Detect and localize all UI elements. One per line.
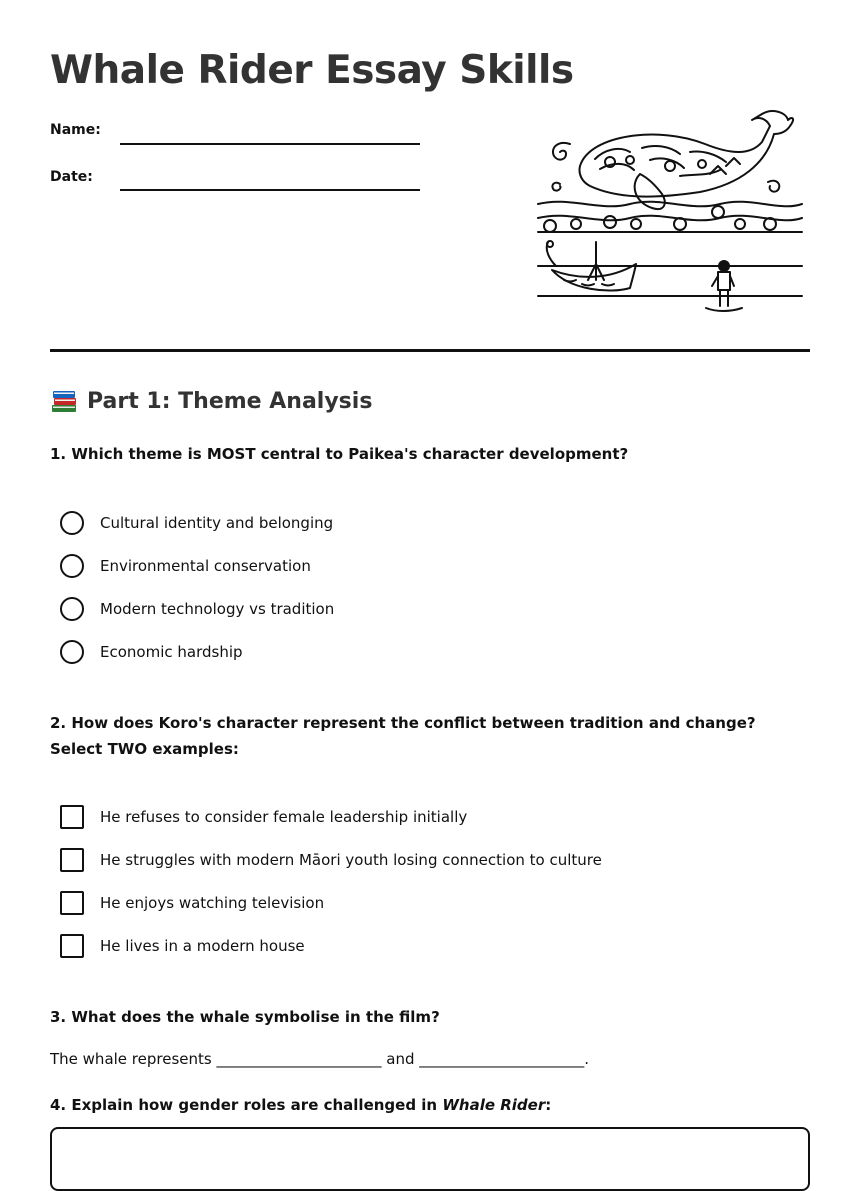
q3-blank-2[interactable]: ______________________ (419, 1050, 585, 1068)
checkbox[interactable] (60, 934, 84, 958)
option-label: He lives in a modern house (100, 937, 305, 955)
name-field[interactable] (120, 143, 420, 145)
books-icon (50, 388, 78, 414)
option-label: Modern technology vs tradition (100, 600, 335, 618)
q1-option-3[interactable] (60, 597, 334, 621)
option-label: Cultural identity and belonging (100, 514, 334, 532)
question-1: 1. Which theme is MOST central to Paikea's character development? (50, 445, 629, 463)
q1-option-2[interactable] (60, 554, 311, 578)
q2-option-2[interactable] (60, 848, 602, 872)
question-2: 2. How does Koro's character represent the conflict between tradition and change? Select TWO examples: (50, 714, 756, 758)
q3-prefix: The whale represents (50, 1050, 212, 1068)
q3-fill-in (50, 1050, 589, 1068)
option-label: He struggles with modern Māori youth losing connection to culture (100, 851, 602, 869)
radio-button[interactable] (60, 640, 84, 664)
q3-suffix: . (584, 1050, 590, 1068)
q2-option-1[interactable] (60, 805, 467, 829)
q2-option-4[interactable] (60, 934, 305, 958)
name-label: Name: (50, 122, 101, 138)
question-4 (50, 1092, 790, 1118)
option-label: Environmental conservation (100, 557, 311, 575)
q1-option-4[interactable] (60, 640, 243, 664)
option-label: He enjoys watching television (100, 894, 325, 912)
q4-film-title: Whale Rider (442, 1096, 546, 1114)
date-label: Date: (50, 169, 93, 185)
option-label: He refuses to consider female leadership initially (100, 808, 468, 826)
checkbox[interactable] (60, 848, 84, 872)
q3-connector: and (386, 1050, 415, 1068)
q3-blank-1[interactable]: ______________________ (216, 1050, 382, 1068)
part1-heading (50, 388, 372, 414)
radio-button[interactable] (60, 597, 84, 621)
worksheet-title: Whale Rider Essay Skills (50, 48, 574, 93)
option-label: Economic hardship (100, 643, 243, 661)
whale-rider-illustration (530, 104, 810, 316)
radio-button[interactable] (60, 511, 84, 535)
section-divider (50, 349, 810, 352)
part1-heading-text: Part 1: Theme Analysis (87, 388, 373, 414)
q2-option-3[interactable] (60, 891, 324, 915)
q4-colon: : (545, 1096, 552, 1114)
q4-text: 4. Explain how gender roles are challenged in (50, 1096, 443, 1114)
date-field[interactable] (120, 189, 420, 191)
checkbox[interactable] (60, 805, 84, 829)
q1-option-1[interactable] (60, 511, 333, 535)
q4-answer-box[interactable] (50, 1127, 810, 1191)
checkbox[interactable] (60, 891, 84, 915)
radio-button[interactable] (60, 554, 84, 578)
question-3: 3. What does the whale symbolise in the film? (50, 1008, 440, 1026)
